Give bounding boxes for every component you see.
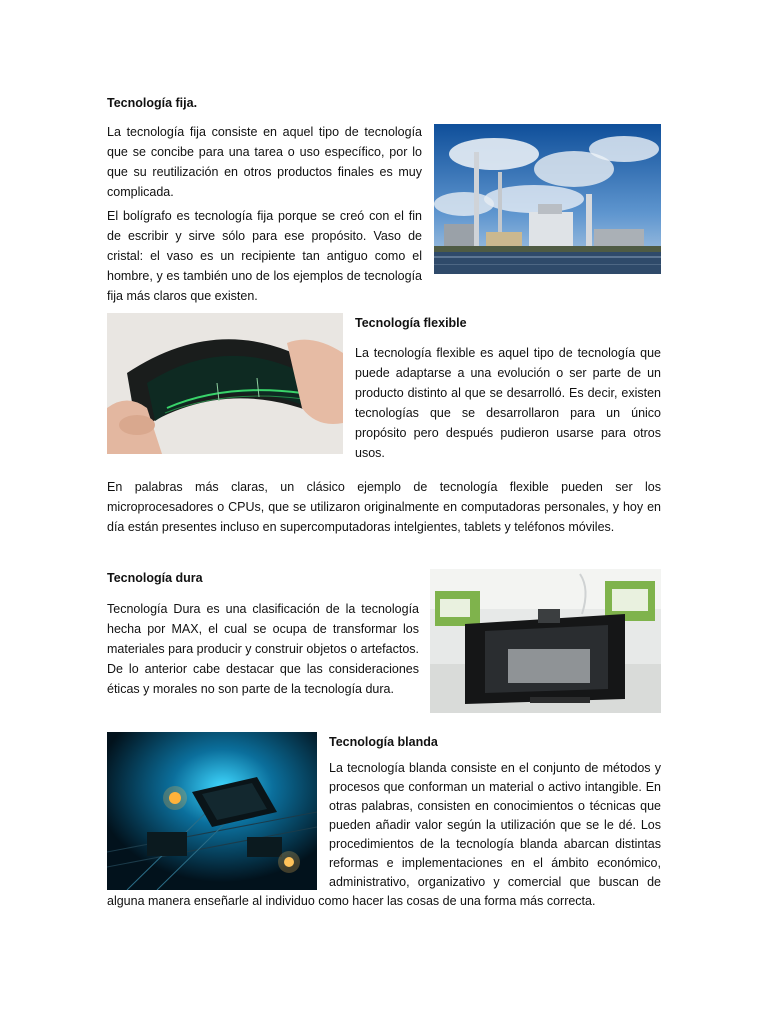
- heading-tecnologia-blanda: Tecnología blanda: [329, 735, 438, 749]
- heading-tecnologia-fija: Tecnología fija.: [107, 96, 198, 110]
- paragraph-blanda-text: La tecnología blanda consiste en el conjunto de métodos y procesos que conforman un material o activo intangible. En otras palabras, consisten en conocimientos o técnicas que pueden añadir valor según la utilización que se le dé. Los procedimientos de la tecnología blanda abarcan distintas reformas e implementaciones en el ámbito económico, administrativo, organizativo y comercial que buscan de alguna manera enseñarle al individuo como hacer las cosas de una forma más correcta.: [107, 761, 661, 908]
- factory-image: [434, 124, 661, 274]
- heading-tecnologia-dura: Tecnología dura: [107, 571, 203, 585]
- image-wrap-spacer: [107, 759, 329, 892]
- paragraph-flexible-1: La tecnología flexible es aquel tipo de tecnología que puede adaptarse a una evolución o ser parte de un producto distinto al que se desarrolló. Es decir, existen tecnologías que se desarrollaron para un único propósito pero después pudieron usarse para otros usos.: [355, 346, 661, 460]
- paragraph-flexible-2: En palabras más claras, un clásico ejemplo de tecnología flexible pueden ser los microprocesadores o CPUs, que se utilizaron originalmente en computadoras personales, y hoy en día están presentes incluso en supercomputadoras intelgientes, tablets y teléfonos móviles.: [107, 480, 661, 534]
- 3d-printer-image: [430, 569, 661, 713]
- paragraph-fija-1: La tecnología fija consiste en aquel tipo de tecnología que se concibe para una tarea o uso específico, por lo que su reutilización en otros productos finales es muy complicada.: [107, 125, 422, 199]
- paragraph-dura-1: Tecnología Dura es una clasificación de la tecnología hecha por MAX, el cual se ocupa de transformar los materiales para producir y construir objetos o artefactos. De lo anterior cabe destacar que las consideraciones éticas y morales no son parte de la tecnología dura.: [107, 602, 419, 696]
- paragraph-fija-2: El bolígrafo es tecnología fija porque se creó con el fin de escribir y sirve sólo para ese propósito. Vaso de cristal: el vaso es un recipiente tan antiguo como el hombre, y es también uno de los ejemplos de tecnología fija más claros que existen.: [107, 209, 422, 303]
- heading-tecnologia-flexible: Tecnología flexible: [355, 316, 467, 330]
- flexible-display-image: [107, 313, 343, 454]
- paragraph-blanda-1: [107, 759, 661, 911]
